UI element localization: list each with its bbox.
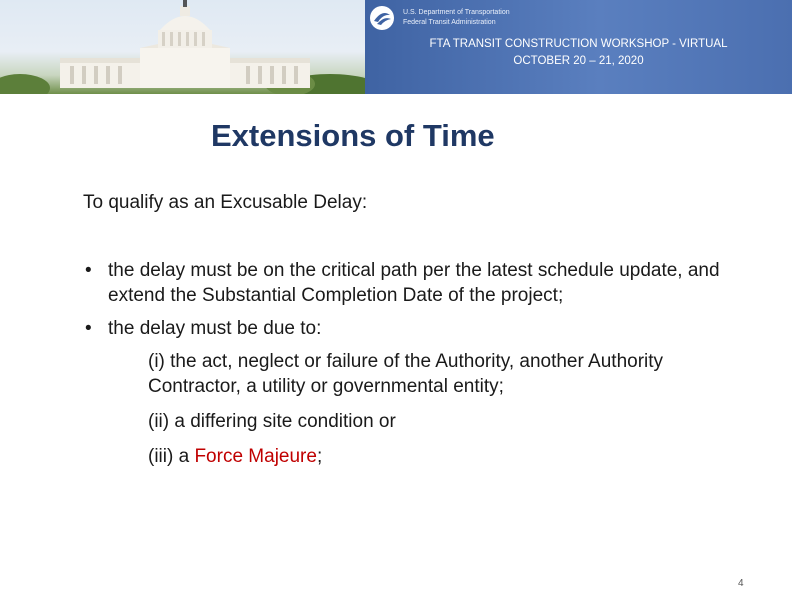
sub-item bbox=[83, 409, 743, 434]
bullet-icon: • bbox=[85, 318, 92, 339]
sub-item bbox=[83, 349, 743, 399]
force-majeure-text: Force Majeure bbox=[194, 446, 317, 467]
bullet-item bbox=[83, 258, 743, 308]
dept-line-1: U.S. Department of Transportation bbox=[403, 9, 510, 16]
header-banner bbox=[0, 0, 792, 94]
sub-item bbox=[83, 444, 743, 469]
dept-line-2: Federal Transit Administration bbox=[403, 19, 496, 26]
sub-item-text: (ii) a differing site condition or bbox=[148, 411, 396, 432]
dot-logo-icon bbox=[369, 5, 395, 31]
bullet-list bbox=[83, 258, 743, 469]
sub-item-suffix: ; bbox=[316, 446, 323, 467]
page-number: 4 bbox=[738, 578, 744, 589]
bullet-item bbox=[83, 316, 743, 341]
event-title bbox=[365, 36, 792, 70]
bullet-text: the delay must be due to: bbox=[108, 318, 322, 339]
bullet-icon: • bbox=[85, 260, 92, 281]
agency-name bbox=[403, 8, 510, 28]
sub-item-prefix: (iii) a bbox=[148, 446, 195, 467]
event-line-1: FTA TRANSIT CONSTRUCTION WORKSHOP - VIRTUAL bbox=[429, 38, 728, 50]
capitol-photo bbox=[0, 0, 365, 94]
event-line-2: OCTOBER 20 – 21, 2020 bbox=[513, 55, 644, 67]
bullet-text: the delay must be on the critical path per the latest schedule update, and extend the Substantial Completion Date of the project; bbox=[108, 260, 720, 306]
intro-text: To qualify as an Excusable Delay: bbox=[83, 192, 368, 213]
slide-title: Extensions of Time bbox=[211, 118, 495, 153]
sub-item-text: (i) the act, neglect or failure of the Authority, another Authority Contractor, a utility or governmental entity; bbox=[148, 351, 664, 397]
capitol-image bbox=[0, 0, 365, 94]
